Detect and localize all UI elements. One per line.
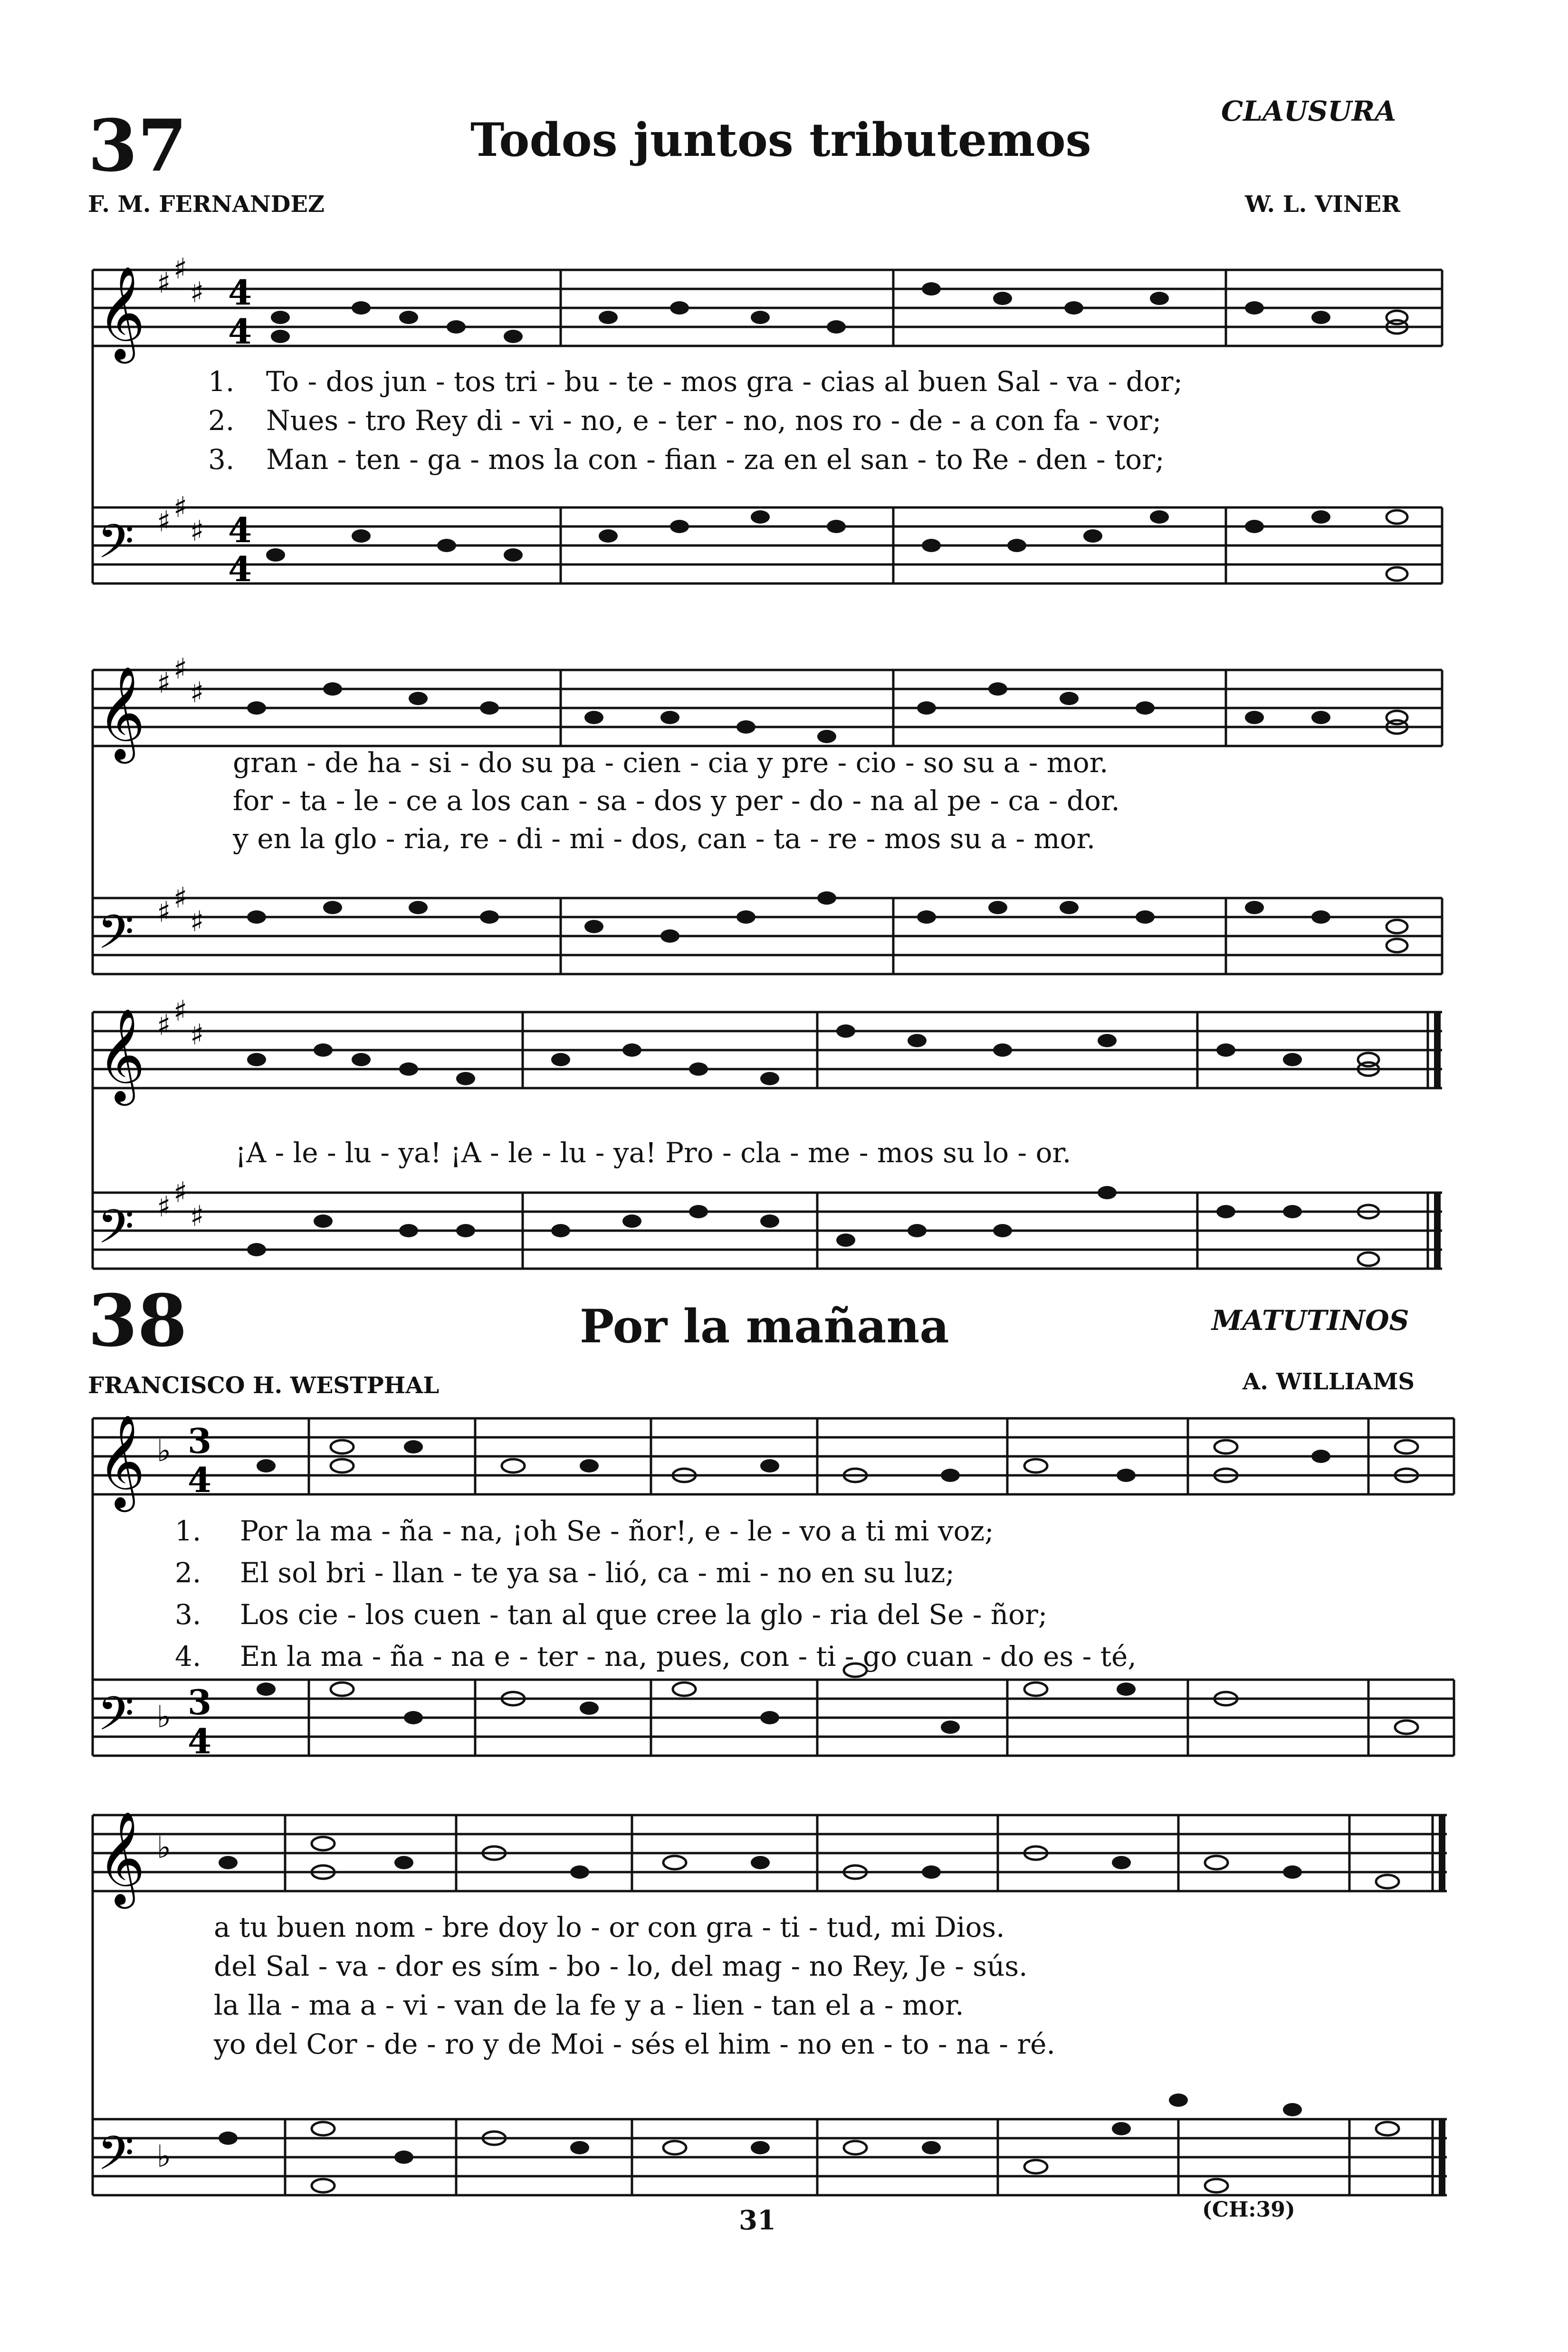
svg-text:♯: ♯ bbox=[157, 505, 171, 538]
lyric-line: El sol bri - llan - te ya sa - lió, ca - mi - no en su luz; bbox=[240, 1557, 955, 1589]
hymn-number: 38 bbox=[88, 1279, 187, 1363]
verse-number: 1. bbox=[175, 1515, 201, 1547]
svg-text:♭: ♭ bbox=[157, 1830, 172, 1865]
svg-text:4: 4 bbox=[228, 510, 252, 550]
lyric-line: To - dos jun - tos tri - bu - te - mos gra - cias al buen Sal - va - dor; bbox=[266, 365, 1183, 398]
lyric-line: Por la ma - ña - na, ¡oh Se - ñor!, e - le - vo a ti mi voz; bbox=[240, 1515, 994, 1547]
svg-text:𝄞: 𝄞 bbox=[97, 266, 145, 360]
hymn-title: Todos juntos tributemos bbox=[470, 113, 1091, 167]
hymn-category: CLAUSURA bbox=[1221, 95, 1396, 127]
verse-number: 3. bbox=[175, 1598, 201, 1631]
svg-text:𝄞: 𝄞 bbox=[97, 1008, 145, 1102]
lyric-line: Nues - tro Rey di - vi - no, e - ter - no, nos ro - de - a con fa - vor; bbox=[266, 404, 1162, 437]
hymn-category: MATUTINOS bbox=[1212, 1304, 1409, 1337]
svg-text:♯: ♯ bbox=[190, 276, 204, 309]
svg-text:𝄢: 𝄢 bbox=[97, 2126, 134, 2192]
svg-text:♯: ♯ bbox=[157, 667, 171, 700]
svg-text:♯: ♯ bbox=[190, 1018, 204, 1052]
lyric-line: Man - ten - ga - mos la con - fian - za en el san - to Re - den - tor; bbox=[266, 443, 1165, 476]
svg-text:♭: ♭ bbox=[157, 1699, 172, 1735]
verse-number: 1. bbox=[208, 365, 235, 398]
svg-text:4: 4 bbox=[188, 1460, 212, 1500]
svg-text:𝄞: 𝄞 bbox=[97, 666, 145, 760]
svg-text:𝄢: 𝄢 bbox=[97, 905, 134, 971]
lyric-line: for - ta - le - ce a los can - sa - dos y per - do - na al pe - ca - dor. bbox=[233, 784, 1120, 817]
svg-text:♯: ♯ bbox=[190, 1200, 204, 1233]
svg-text:♯: ♯ bbox=[173, 1176, 188, 1209]
verse-number: 4. bbox=[175, 1640, 201, 1673]
svg-text:♯: ♯ bbox=[190, 905, 204, 938]
svg-text:♯: ♯ bbox=[173, 994, 188, 1028]
svg-text:𝄞: 𝄞 bbox=[97, 1414, 145, 1508]
svg-text:𝄢: 𝄢 bbox=[97, 1200, 134, 1266]
svg-text:♯: ♯ bbox=[190, 676, 204, 709]
svg-text:♯: ♯ bbox=[157, 896, 171, 929]
svg-text:♭: ♭ bbox=[157, 2139, 172, 2174]
hymn-composer: W. L. VINER bbox=[1245, 191, 1401, 218]
svg-text:♯: ♯ bbox=[157, 1190, 171, 1224]
lyric-line: yo del Cor - de - ro y de Moi - sés el him - no en - to - na - ré. bbox=[214, 2028, 1055, 2060]
svg-text:4: 4 bbox=[228, 549, 252, 589]
hymn-composer: A. WILLIAMS bbox=[1243, 1368, 1415, 1395]
page-number: 31 bbox=[739, 2205, 776, 2236]
svg-text:𝄢: 𝄢 bbox=[97, 1687, 134, 1753]
svg-text:3: 3 bbox=[188, 1421, 212, 1461]
lyric-line: y en la glo - ria, re - di - mi - dos, can - ta - re - mos su a - mor. bbox=[233, 822, 1096, 855]
lyrics-block bbox=[214, 1908, 1055, 2064]
svg-text:♭: ♭ bbox=[157, 1433, 172, 1469]
hymn-author: F. M. FERNANDEZ bbox=[88, 191, 325, 218]
svg-text:3: 3 bbox=[188, 1682, 212, 1722]
svg-text:4: 4 bbox=[228, 311, 252, 352]
svg-text:♯: ♯ bbox=[157, 1009, 171, 1042]
svg-text:♯: ♯ bbox=[173, 252, 188, 286]
hymn-reference: (CH:39) bbox=[1202, 2198, 1295, 2222]
hymn-number: 37 bbox=[88, 104, 187, 188]
lyric-line: En la ma - ña - na e - ter - na, pues, con - ti - go cuan - do es - té, bbox=[240, 1640, 1137, 1673]
lyric-line: del Sal - va - dor es sím - bo - lo, del mag - no Rey, Je - sús. bbox=[214, 1950, 1028, 1982]
lyric-line: ¡A - le - lu - ya! ¡A - le - lu - ya! Pro - cla - me - mos su lo - or. bbox=[235, 1137, 1071, 1169]
verse-number: 3. bbox=[208, 443, 235, 476]
lyrics-block bbox=[266, 362, 1183, 479]
svg-text:𝄞: 𝄞 bbox=[97, 1811, 145, 1905]
verse-numbers bbox=[175, 1510, 201, 1677]
verse-number: 2. bbox=[208, 404, 235, 437]
lyric-line: Los cie - los cuen - tan al que cree la glo - ria del Se - ñor; bbox=[240, 1598, 1048, 1631]
svg-text:♯: ♯ bbox=[173, 881, 188, 915]
svg-text:♯: ♯ bbox=[157, 267, 171, 300]
svg-text:𝄢: 𝄢 bbox=[97, 515, 134, 581]
svg-text:♯: ♯ bbox=[173, 652, 188, 686]
svg-text:4: 4 bbox=[188, 1721, 212, 1761]
hymn-author: FRANCISCO H. WESTPHAL bbox=[88, 1372, 440, 1399]
lyric-line: gran - de ha - si - do su pa - cien - cia y pre - cio - so su a - mor. bbox=[233, 746, 1109, 779]
lyric-line: a tu buen nom - bre doy lo - or con gra - ti - tud, mi Dios. bbox=[214, 1911, 1005, 1943]
hymn-title: Por la mañana bbox=[580, 1300, 949, 1353]
lyrics-block bbox=[240, 1510, 1137, 1677]
verse-number: 2. bbox=[175, 1557, 201, 1589]
lyrics-block bbox=[233, 744, 1120, 858]
svg-text:♯: ♯ bbox=[190, 515, 204, 548]
svg-text:4: 4 bbox=[228, 272, 252, 313]
svg-text:♯: ♯ bbox=[173, 491, 188, 524]
lyric-line: la lla - ma a - vi - van de la fe y a - lien - tan el a - mor. bbox=[214, 1989, 964, 2021]
verse-numbers bbox=[208, 362, 234, 479]
